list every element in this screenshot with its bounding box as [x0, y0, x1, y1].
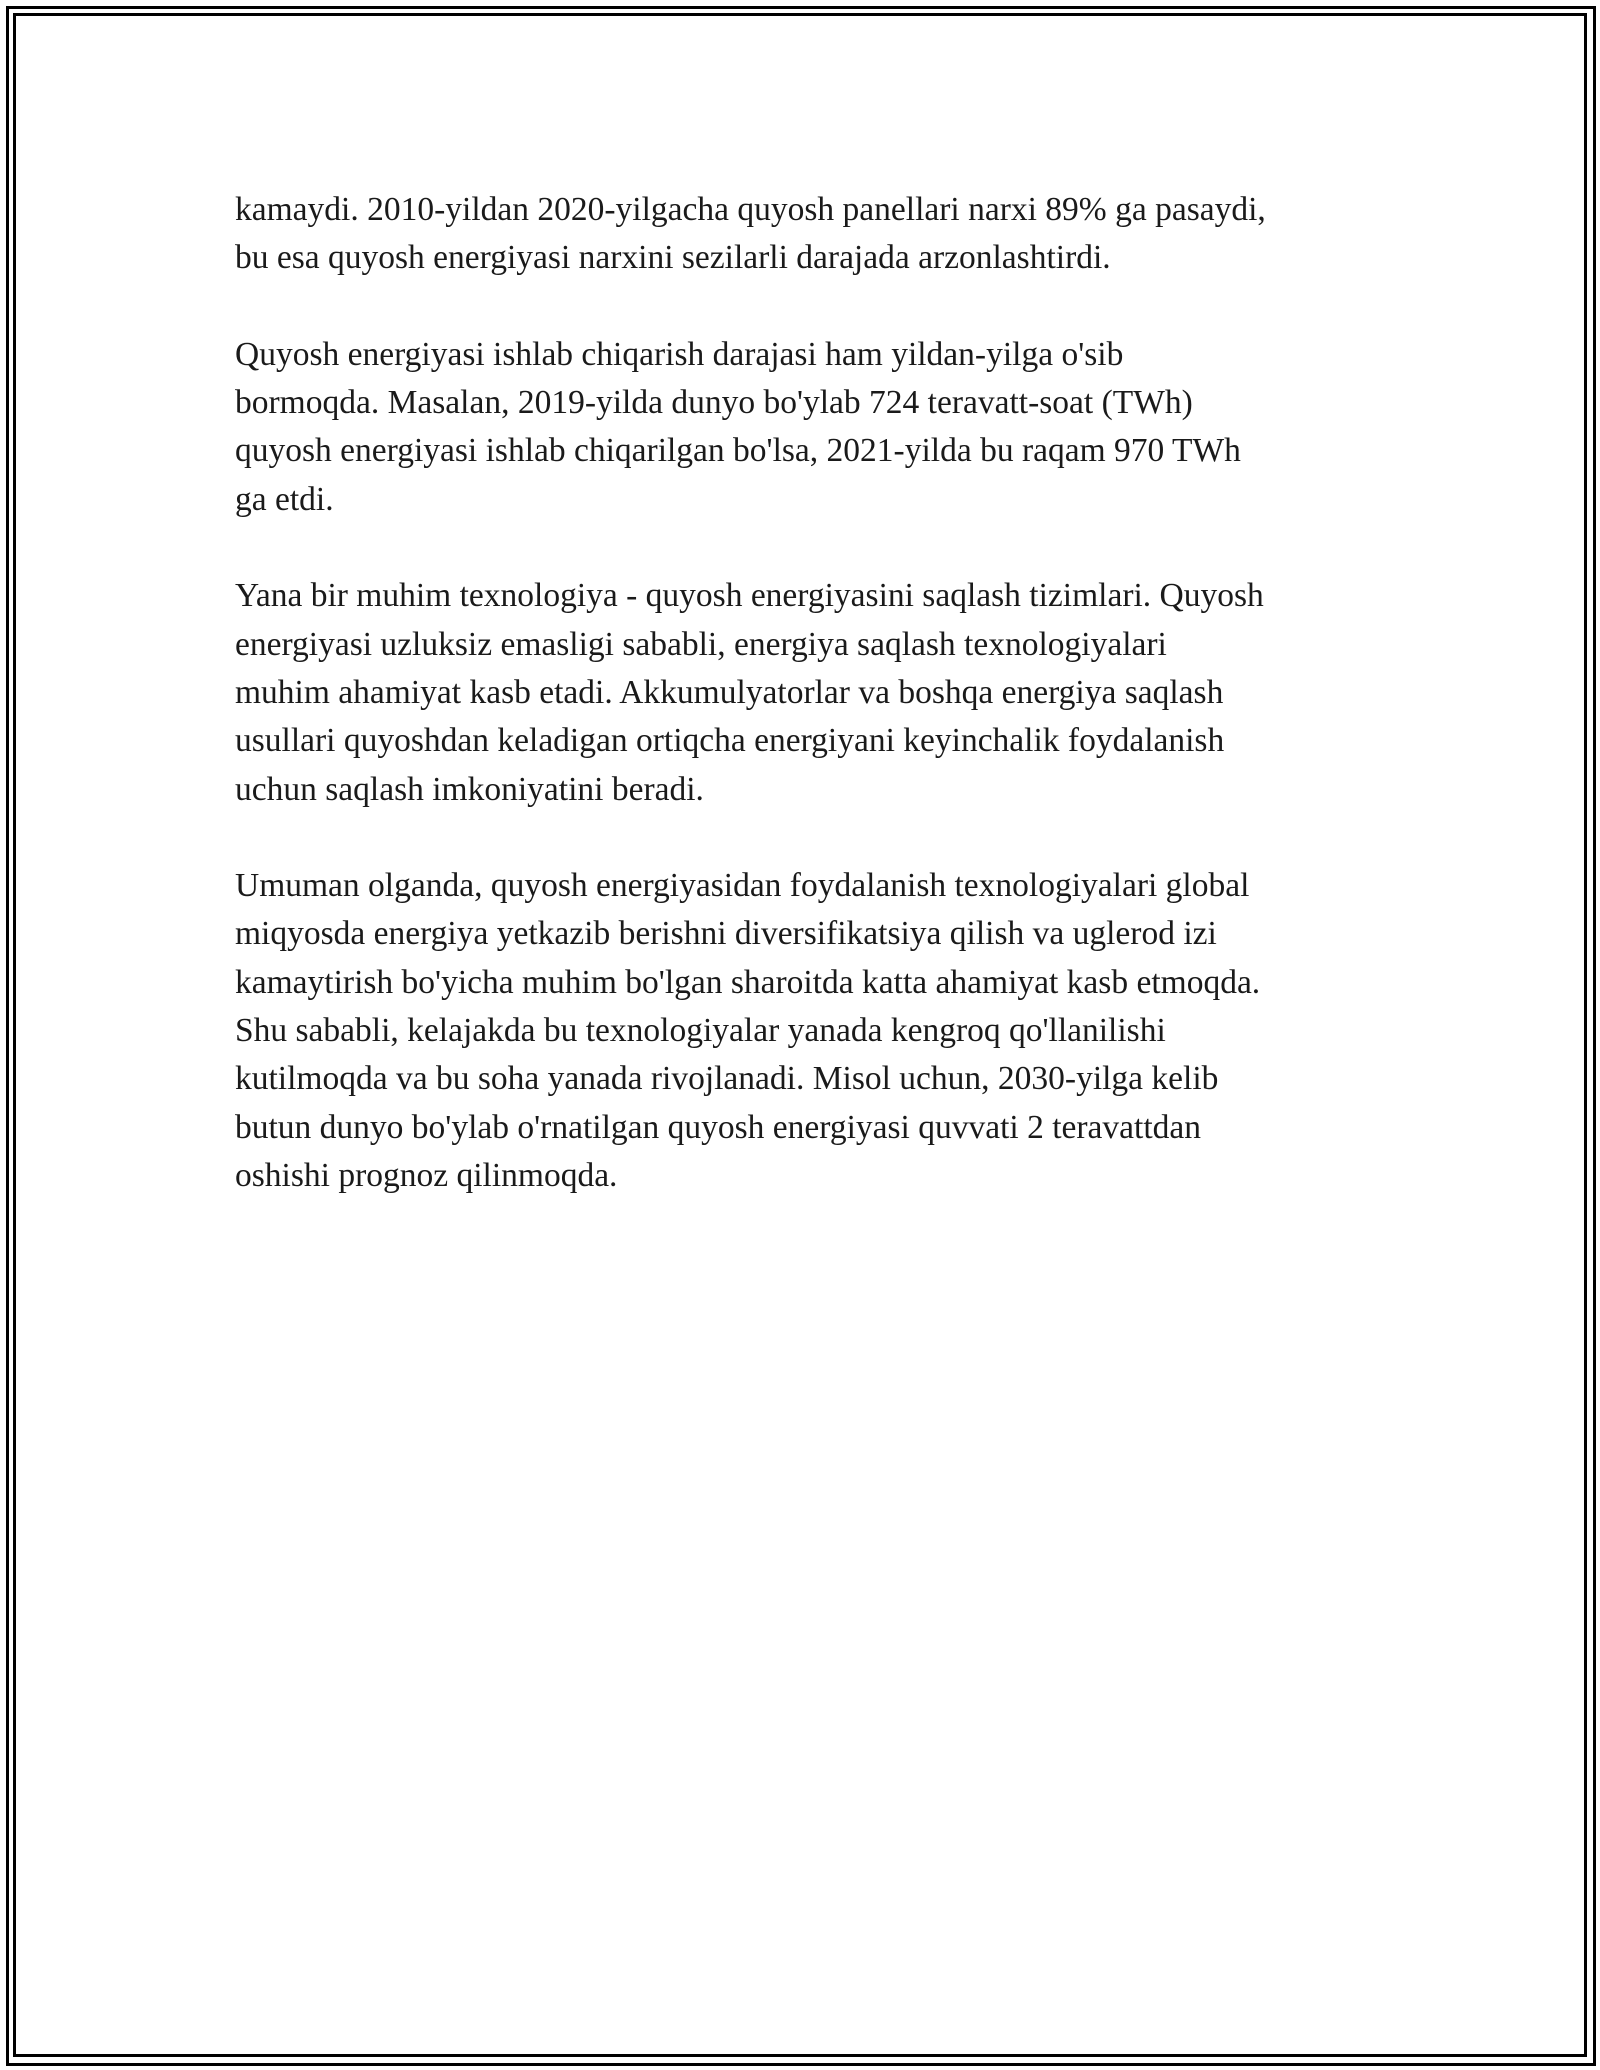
paragraph-2: Quyosh energiyasi ishlab chiqarish darajasi ham yildan-yilga o'sib bormoqda. Masalan, 2019-yilda dunyo bo'ylab 724 teravatt-soat (TWh) quyosh energiyasi ishlab chiqarilgan bo'lsa, 2021-yilda bu raqam 970 TWh ga etdi.: [235, 335, 1241, 518]
paragraph-1: kamaydi. 2010-yildan 2020-yilgacha quyosh panellari narxi 89% ga pasaydi, bu esa quyosh energiyasi narxini sezilarli darajada arzonlashtirdi.: [235, 191, 1266, 277]
document-body: [235, 186, 1385, 1249]
paragraph-3: Yana bir muhim texnologiya - quyosh energiyasini saqlash tizimlari. Quyosh energiyasi uzluksiz emasligi sababli, energiya saqlash texnologiyalari muhim ahamiyat kasb etadi. Akkumulyatorlar va boshqa energiya saqlash usullari quyoshdan keladigan ortiqcha energiyani keyinchalik foydalanish uchun saqlash imkoniyatini beradi.: [235, 577, 1264, 808]
paragraph-4: Umuman olganda, quyosh energiyasidan foydalanish texnologiyalari global miqyosda energiya yetkazib berishni diversifikatsiya qilish va uglerod izi kamaytirish bo'yicha muhim bo'lgan sharoitda katta ahamiyat kasb etmoqda. Shu sababli, kelajakda bu texnologiyalar yanada kengroq qo'llanilishi kutilmoqda va bu soha yanada rivojlanadi. Misol uchun, 2030-yilga kelib butun dunyo bo'ylab o'rnatilgan quyosh energiyasi quvvati 2 teravattdan oshishi prognoz qilinmoqda.: [235, 867, 1261, 1194]
